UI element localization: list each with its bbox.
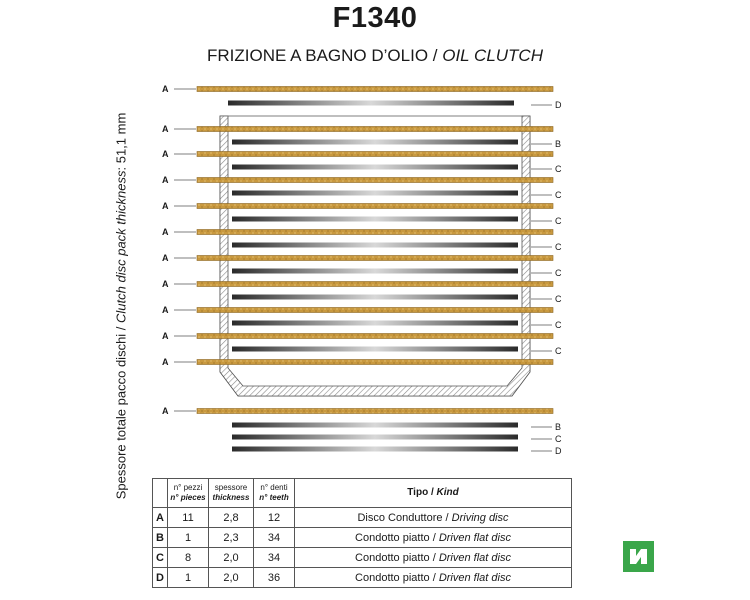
pieces-header-english: n° pieces xyxy=(170,493,206,502)
row-type-english: Driven flat disc xyxy=(438,531,511,544)
steel-disc xyxy=(232,423,518,428)
friction-disc xyxy=(197,308,553,313)
row-type-italian: Condotto piatto xyxy=(355,531,430,544)
label-right: C xyxy=(555,216,562,226)
label-right: B xyxy=(555,139,562,149)
steel-disc xyxy=(232,295,518,300)
label-left: A xyxy=(162,253,169,263)
row-teeth: 36 xyxy=(254,568,295,588)
row-thickness: 2,0 xyxy=(209,568,254,588)
label-right: C xyxy=(555,320,562,330)
row-type xyxy=(295,548,572,568)
label-right: C xyxy=(555,346,562,356)
row-type-separator: / xyxy=(429,531,439,544)
teeth-header-english: n° teeth xyxy=(259,493,289,502)
label-right: C xyxy=(555,242,562,252)
kind-header-separator: / xyxy=(428,487,437,498)
row-teeth: 34 xyxy=(254,548,295,568)
row-pieces: 11 xyxy=(168,508,209,528)
label-left: A xyxy=(162,149,169,159)
page-title: F1340 xyxy=(332,2,418,34)
teeth-header-italian: n° denti xyxy=(260,483,288,492)
row-type-italian: Condotto piatto xyxy=(355,551,430,564)
row-key: B xyxy=(153,528,168,548)
friction-disc xyxy=(197,256,553,261)
steel-disc xyxy=(232,347,518,352)
steel-disc xyxy=(232,321,518,326)
table-row xyxy=(153,528,572,548)
row-type xyxy=(295,568,572,588)
label-right: C xyxy=(555,268,562,278)
label-left: A xyxy=(162,124,169,134)
table-header-key xyxy=(153,479,168,508)
label-left: A xyxy=(162,331,169,341)
subtitle-separator: / xyxy=(428,46,443,65)
label-left: A xyxy=(162,227,169,237)
table-header-kind xyxy=(295,479,572,508)
steel-disc xyxy=(232,435,518,440)
table-header-pieces xyxy=(168,479,209,508)
friction-disc xyxy=(197,282,553,287)
label-left: A xyxy=(162,357,169,367)
row-type-italian: Disco Conduttore xyxy=(357,511,443,524)
row-type-italian: Condotto piatto xyxy=(355,571,430,584)
row-thickness: 2,8 xyxy=(209,508,254,528)
table-header-row xyxy=(153,479,572,508)
row-key: A xyxy=(153,508,168,528)
friction-disc xyxy=(197,409,553,414)
kind-header-italian: Tipo xyxy=(407,487,429,498)
friction-disc xyxy=(197,360,553,365)
label-left: A xyxy=(162,201,169,211)
row-key: D xyxy=(153,568,168,588)
row-type-english: Driving disc xyxy=(451,511,509,524)
thickness-header-english: thickness xyxy=(212,493,250,502)
friction-disc xyxy=(197,230,553,235)
row-pieces: 1 xyxy=(168,568,209,588)
row-teeth: 12 xyxy=(254,508,295,528)
steel-disc xyxy=(232,269,518,274)
label-left: A xyxy=(162,305,169,315)
friction-disc xyxy=(197,334,553,339)
disc-spec-table xyxy=(152,478,572,588)
row-type-english: Driven flat disc xyxy=(438,571,511,584)
steel-disc xyxy=(232,165,518,170)
table-row xyxy=(153,548,572,568)
steel-disc xyxy=(232,447,518,452)
row-key: C xyxy=(153,548,168,568)
label-right: D xyxy=(555,446,562,456)
pack-thickness-italian: Spessore totale pacco dischi xyxy=(113,333,129,500)
label-left: A xyxy=(162,175,169,185)
row-type-separator: / xyxy=(442,511,452,524)
label-right: B xyxy=(555,422,562,432)
row-type xyxy=(295,508,572,528)
table-row xyxy=(153,568,572,588)
label-right: C xyxy=(555,294,562,304)
pack-thickness-value: : 51,1 mm xyxy=(113,112,129,171)
steel-disc xyxy=(232,191,518,196)
label-right: D xyxy=(555,100,562,110)
row-pieces: 8 xyxy=(168,548,209,568)
label-left: A xyxy=(162,406,169,416)
row-type-separator: / xyxy=(429,571,439,584)
pieces-header-italian: n° pezzi xyxy=(173,483,203,492)
steel-disc xyxy=(232,217,518,222)
label-left: A xyxy=(162,84,169,94)
row-type xyxy=(295,528,572,548)
table-row xyxy=(153,508,572,528)
pack-thickness-separator: / xyxy=(113,322,129,334)
table-header-teeth xyxy=(254,479,295,508)
row-teeth: 34 xyxy=(254,528,295,548)
row-type-english: Driven flat disc xyxy=(438,551,511,564)
label-left: A xyxy=(162,279,169,289)
label-right: C xyxy=(555,164,562,174)
friction-disc xyxy=(197,87,553,92)
brand-logo-icon xyxy=(623,541,654,572)
lightning-icon xyxy=(623,541,654,572)
row-thickness: 2,3 xyxy=(209,528,254,548)
label-right: C xyxy=(555,434,562,444)
friction-disc xyxy=(197,178,553,183)
friction-disc xyxy=(197,204,553,209)
friction-disc xyxy=(197,152,553,157)
steel-disc xyxy=(228,101,514,106)
row-type-separator: / xyxy=(429,551,439,564)
friction-disc xyxy=(197,127,553,132)
row-pieces: 1 xyxy=(168,528,209,548)
subtitle-italian: FRIZIONE A BAGNO D’OLIO xyxy=(207,46,429,65)
kind-header-english: Kind xyxy=(436,487,459,498)
steel-disc xyxy=(232,243,518,248)
label-right: C xyxy=(555,190,562,200)
steel-disc xyxy=(232,140,518,145)
thickness-header-italian: spessore xyxy=(214,483,248,492)
table-header-thickness xyxy=(209,479,254,508)
pack-thickness-english: Clutch disc pack thickness xyxy=(113,170,129,323)
subtitle-english: OIL CLUTCH xyxy=(442,46,543,65)
row-thickness: 2,0 xyxy=(209,548,254,568)
